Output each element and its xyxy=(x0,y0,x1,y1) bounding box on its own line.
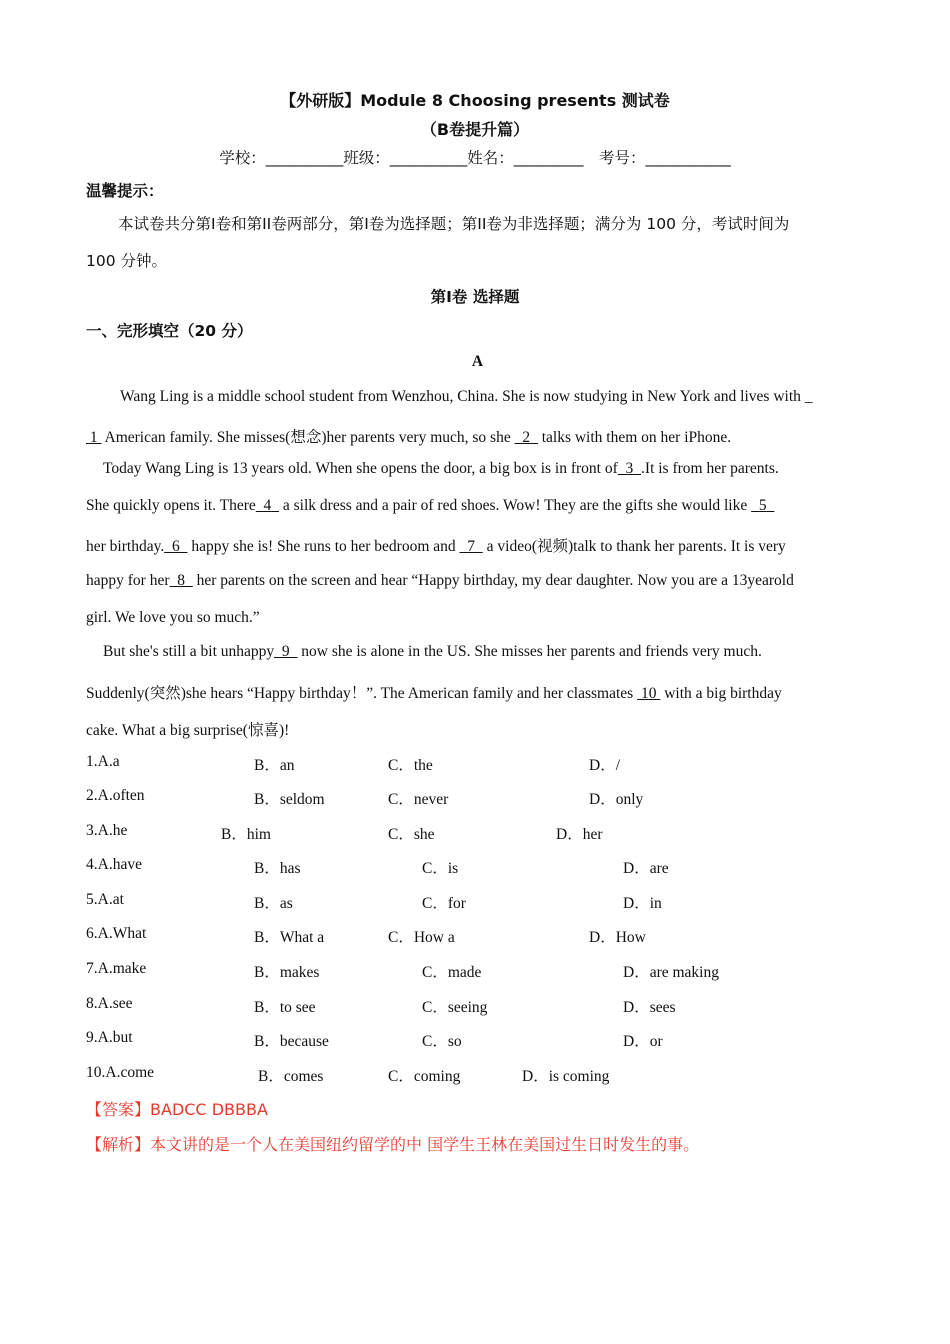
passage-label: A xyxy=(471,353,484,370)
tips-line-2: 100 分钟。 xyxy=(86,252,168,270)
passage-line xyxy=(86,497,774,515)
analysis-label: 【解析】 xyxy=(86,1135,151,1154)
answer-line xyxy=(86,1097,268,1120)
blank-5: 5 xyxy=(758,497,767,514)
question-number: 2.A.often xyxy=(86,787,145,804)
option-b: B．as xyxy=(254,895,293,912)
option-c: C．seeing xyxy=(422,999,488,1016)
question-number: 1.A.a xyxy=(86,753,120,770)
analysis-value: 本文讲的是一个人在美国纽约留学的中 国学生王林在美国过生日时发生的事。 xyxy=(150,1135,700,1154)
passage-text: American family. She misses(想念)her parents very much, so she xyxy=(101,429,515,446)
blank-4: 4 xyxy=(263,497,272,514)
passage-text: a video(视频)talk to thank her parents. It is very xyxy=(482,538,786,555)
option-b: B．comes xyxy=(258,1068,324,1085)
passage-line xyxy=(86,572,794,590)
option-c: C．the xyxy=(388,757,433,774)
question-number: 10.A.come xyxy=(86,1064,155,1081)
passage-text: with a big birthday xyxy=(660,685,782,702)
blank-underline: _ xyxy=(804,388,813,405)
option-d: D．are xyxy=(623,860,669,877)
option-b: B．to see xyxy=(254,999,316,1016)
blank-10: 10 xyxy=(640,685,657,702)
passage-text: talks with them on her iPhone. xyxy=(537,429,732,446)
passage-line: cake. What a big surprise(惊喜)! xyxy=(86,722,290,739)
blank-8: 8 xyxy=(177,572,185,589)
passage-text: Suddenly(突然)she hears “Happy birthday！”. The American family and her classmates xyxy=(86,685,638,702)
blank-9: 9 xyxy=(281,643,290,660)
passage-text: .It is from her parents. xyxy=(641,460,779,477)
option-d: D．or xyxy=(623,1033,663,1050)
passage-text: her birthday. xyxy=(86,538,165,555)
analysis-line xyxy=(86,1132,699,1155)
answer-value: BADCC DBBBA xyxy=(150,1100,268,1119)
blank-1: 1 xyxy=(89,429,98,446)
passage-line xyxy=(86,534,786,556)
passage-text: her parents on the screen and hear “Happy birthday, my dear daughter. Now you are a 13yearold xyxy=(192,572,794,589)
question-number: 8.A.see xyxy=(86,995,133,1012)
option-c: C．she xyxy=(388,826,435,843)
question-number: 9.A.but xyxy=(86,1029,133,1046)
passage-line xyxy=(103,460,779,478)
option-b: B．him xyxy=(221,826,271,843)
passage-line xyxy=(120,388,813,406)
question-number: 3.A.he xyxy=(86,822,128,839)
blank-6: 6 xyxy=(171,538,180,555)
passage-line xyxy=(86,681,782,703)
tips-line-1: 本试卷共分第I卷和第II卷两部分，第I卷为选择题；第II卷为非选择题；满分为 100 分，考试时间为 xyxy=(118,215,790,233)
option-d: D．are making xyxy=(623,964,719,981)
question-number: 6.A.What xyxy=(86,925,147,942)
question-number: 4.A.have xyxy=(86,856,142,873)
passage-text: Today Wang Ling is 13 years old. When she opens the door, a big box is in front of xyxy=(103,460,618,477)
option-b: B．seldom xyxy=(254,791,325,808)
passage-text: a silk dress and a pair of red shoes. Wow! They are the gifts she would like xyxy=(279,497,752,514)
option-c: C．for xyxy=(422,895,466,912)
option-d: D．sees xyxy=(623,999,676,1016)
blank-3: 3 xyxy=(625,460,634,477)
option-b: B．because xyxy=(254,1033,329,1050)
passage-line: girl. We love you so much.” xyxy=(86,609,260,626)
option-b: B．What a xyxy=(254,929,325,946)
passage-text: But she's still a bit unhappy xyxy=(103,643,275,660)
passage-text: now she is alone in the US. She misses her parents and friends very much. xyxy=(297,643,762,660)
option-d: D．How xyxy=(589,929,646,946)
page-subtitle: （B卷提升篇） xyxy=(420,120,530,139)
student-info-line: 学校：__________班级：__________姓名：_________ 考号：___________ xyxy=(219,149,731,167)
option-b: B．an xyxy=(254,757,295,774)
option-d: D．in xyxy=(623,895,662,912)
passage-text: happy she is! She runs to her bedroom and xyxy=(187,538,460,555)
option-b: B．makes xyxy=(254,964,320,981)
passage-text: She quickly opens it. There xyxy=(86,497,256,514)
option-d: D．/ xyxy=(589,757,621,774)
option-b: B．has xyxy=(254,860,301,877)
option-c: C．made xyxy=(422,964,482,981)
option-c: C．is xyxy=(422,860,459,877)
option-c: C．coming xyxy=(388,1068,461,1085)
answer-label: 【答案】 xyxy=(86,1100,151,1119)
blank-7: 7 xyxy=(467,538,476,555)
question-number: 5.A.at xyxy=(86,891,124,908)
option-c: C．How a xyxy=(388,929,455,946)
option-c: C．never xyxy=(388,791,449,808)
passage-text: Wang Ling is a middle school student from Wenzhou, China. She is now studying in New York and lives with xyxy=(120,388,801,405)
page-title: 【外研版】Module 8 Choosing presents 测试卷 xyxy=(280,91,670,110)
passage-line xyxy=(103,643,762,661)
option-d: D．only xyxy=(589,791,644,808)
passage-line xyxy=(86,425,731,447)
option-d: D．is coming xyxy=(522,1068,610,1085)
tips-label: 温馨提示： xyxy=(86,182,164,200)
option-c: C．so xyxy=(422,1033,462,1050)
option-d: D．her xyxy=(556,826,603,843)
volume-heading: 第I卷 选择题 xyxy=(430,288,520,306)
question-number: 7.A.make xyxy=(86,960,147,977)
passage-text: happy for her xyxy=(86,572,170,589)
blank-2: 2 xyxy=(522,429,531,446)
part-heading: 一、完形填空（20 分） xyxy=(86,322,253,340)
